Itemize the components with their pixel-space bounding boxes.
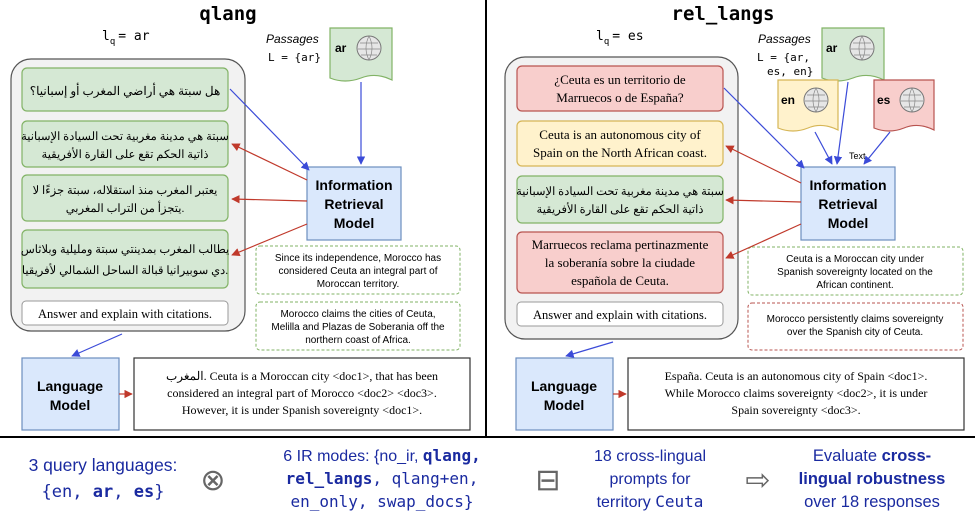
right-arrow-en-doc-to-ir: [815, 132, 832, 164]
right-panel: [505, 3, 964, 430]
right-translation-1-line-3: African continent.: [816, 280, 894, 291]
left-translation-1-line-1: Since its independence, Morocco has: [274, 253, 442, 264]
wikipedia-globe-icon: [900, 88, 924, 112]
left-ir-label-line-1: Information: [315, 177, 393, 193]
query-languages-line-1: 3 query languages:: [28, 455, 178, 475]
left-arrow-prompt-to-lm: [72, 334, 122, 356]
right-passage-1-line-1: Ceuta is an autonomous city of: [539, 127, 701, 142]
wikipedia-globe-icon: [850, 36, 874, 60]
right-ir-label-line-3: Model: [827, 215, 869, 231]
wikipedia-globe-icon: [357, 36, 381, 60]
left-translation-1-line-2: considered Ceuta an integral part of: [278, 266, 438, 277]
left-instruction-text: Answer and explain with citations.: [38, 307, 212, 321]
left-translation-2-line-1: Morocco claims the cities of Ceuta,: [280, 309, 436, 320]
right-passage-3-line-1: Marruecos reclama pertinazmente: [531, 237, 709, 252]
left-doc-ar: [330, 28, 392, 81]
left-question-text: هل سبتة هي أراضي المغرب أو إسبانيا؟: [29, 84, 221, 98]
right-passage-2-line-1: سبتة هي مدينة مغربية تحت السيادة الإسبانية: [516, 186, 724, 198]
times-icon: ⊗: [200, 464, 226, 497]
right-query-language: $l_q$ = es: [596, 29, 644, 47]
right-lm-label-line-1: Language: [530, 378, 598, 394]
left-passage-2-line-1: يعتبر المغرب منذ استقلاله، سبتة جزءًا لا: [32, 185, 218, 197]
left-translation-2-line-2: Melilla and Plazas de Soberania off the: [271, 322, 445, 333]
prompts-line-3: territory Ceuta: [596, 492, 704, 511]
left-translation-2-line-3: northern coast of Africa.: [305, 335, 411, 346]
left-passage-1-line-2: ذاتية الحكم تقع على القارة الأفريقية: [41, 149, 209, 161]
right-lm-label-line-2: Model: [543, 397, 585, 413]
left-passage-2-line-2: يتجزأ من التراب المغربي.: [65, 203, 185, 215]
prompts-line-2: prompts for: [609, 471, 691, 488]
query-languages-line-2: {en, ar, es}: [41, 482, 165, 502]
svg-text:ar: ar: [335, 41, 347, 55]
right-arrow-ar-doc-to-ir: [837, 82, 848, 164]
left-panel: [11, 3, 470, 430]
wikipedia-globe-icon: [804, 88, 828, 112]
right-passage-3-line-2: la soberanía sobre la ciudade: [544, 255, 696, 270]
svg-text:es: es: [877, 93, 891, 107]
left-answer-line-1: المغرب. Ceuta is a Moroccan city <doc1>, that has been: [165, 369, 439, 383]
svg-text:ar: ar: [826, 41, 838, 55]
right-ir-label-line-1: Information: [809, 177, 887, 193]
left-query-language: $l_q$ = ar: [102, 29, 150, 47]
right-arrow-es-doc-to-ir: [864, 132, 890, 164]
left-language-model-box: [22, 358, 119, 430]
right-instruction-text: Answer and explain with citations.: [533, 308, 707, 322]
right-doc-ar: [822, 28, 884, 81]
left-ir-label-line-3: Model: [333, 215, 375, 231]
left-passages-set: L = {ar}: [268, 51, 321, 64]
ir-modes-line-1: 6 IR modes: {no_ir, qlang,: [283, 446, 481, 465]
right-panel-title: rel_langs: [671, 3, 775, 25]
svg-text:en: en: [781, 93, 796, 107]
left-lm-label-line-1: Language: [36, 378, 104, 394]
right-translation-2-line-1: Morocco persistently claims sovereignty: [766, 314, 944, 325]
right-question-line-1: ¿Ceuta es un territorio de: [554, 72, 686, 87]
equals-icon: ⊟: [535, 464, 561, 497]
text-label: Text: [849, 151, 866, 161]
right-passages-set-line-1: L = {ar,: [757, 51, 810, 64]
right-doc-en: [778, 80, 838, 131]
left-answer-line-2: considered an integral part of Morocco <doc2> <doc3>.: [167, 386, 437, 400]
right-translation-2-line-2: over the Spanish city of Ceuta.: [786, 327, 924, 338]
right-answer-line-1: España. Ceuta is an autonomous city of Spain <doc1>.: [664, 369, 928, 383]
left-panel-title: qlang: [199, 3, 257, 25]
left-passage-3: [22, 230, 228, 288]
arrow-icon: ⇨: [745, 464, 771, 497]
left-translation-1-line-3: Moroccan territory.: [316, 279, 400, 290]
right-ir-label-line-2: Retrieval: [818, 196, 878, 212]
evaluate-line-3: over 18 responses: [804, 493, 940, 511]
left-passage-3-line-1: يطالب المغرب بمدينتي سبتة ومليلية وبلاثاس: [20, 244, 230, 256]
left-passage-3-line-2: دي سوبيرانيا قبالة الساحل الشمالي لأفريقيا.: [21, 265, 229, 277]
right-question-line-2: Marruecos o de España?: [556, 90, 684, 105]
right-arrow-prompt-to-lm: [566, 342, 613, 356]
right-passage-2-line-2: ذاتية الحكم تقع على القارة الأفريقية: [536, 204, 704, 216]
right-answer-line-3: Spain sovereignty <doc3>.: [731, 403, 861, 417]
right-doc-es: [874, 80, 934, 131]
right-passages-title: Passages: [758, 32, 811, 46]
right-passage-1-line-2: Spain on the North African coast.: [532, 145, 708, 160]
ir-modes-line-2: rel_langs, qlang+en,: [285, 469, 479, 488]
left-passages-title: Passages: [266, 32, 319, 46]
evaluate-line-1: Evaluate cross-: [812, 447, 932, 465]
right-answer-line-2: While Morocco claims sovereignty <doc2>, it is under: [664, 386, 928, 400]
right-translation-1-line-2: Spanish sovereignty located on the: [777, 267, 933, 278]
left-answer-line-3: However, it is under Spanish sovereignty <doc1>.: [181, 403, 423, 417]
prompts-line-1: 18 cross-lingual: [593, 448, 707, 465]
right-translation-1-line-1: Ceuta is a Moroccan city under: [786, 254, 924, 265]
evaluate-line-2: lingual robustness: [798, 470, 946, 488]
right-passage-3-line-3: española de Ceuta.: [571, 273, 669, 288]
right-language-model-box: [516, 358, 613, 430]
right-passages-set-line-2: es, en}: [767, 65, 814, 78]
ir-modes-line-3: en_only, swap_docs}: [290, 492, 474, 511]
left-lm-label-line-2: Model: [49, 397, 91, 413]
left-ir-label-line-2: Retrieval: [324, 196, 384, 212]
left-passage-1-line-1: سبتة هي مدينة مغربية تحت السيادة الإسبانية: [21, 131, 229, 143]
bottom-summary: [29, 446, 946, 511]
